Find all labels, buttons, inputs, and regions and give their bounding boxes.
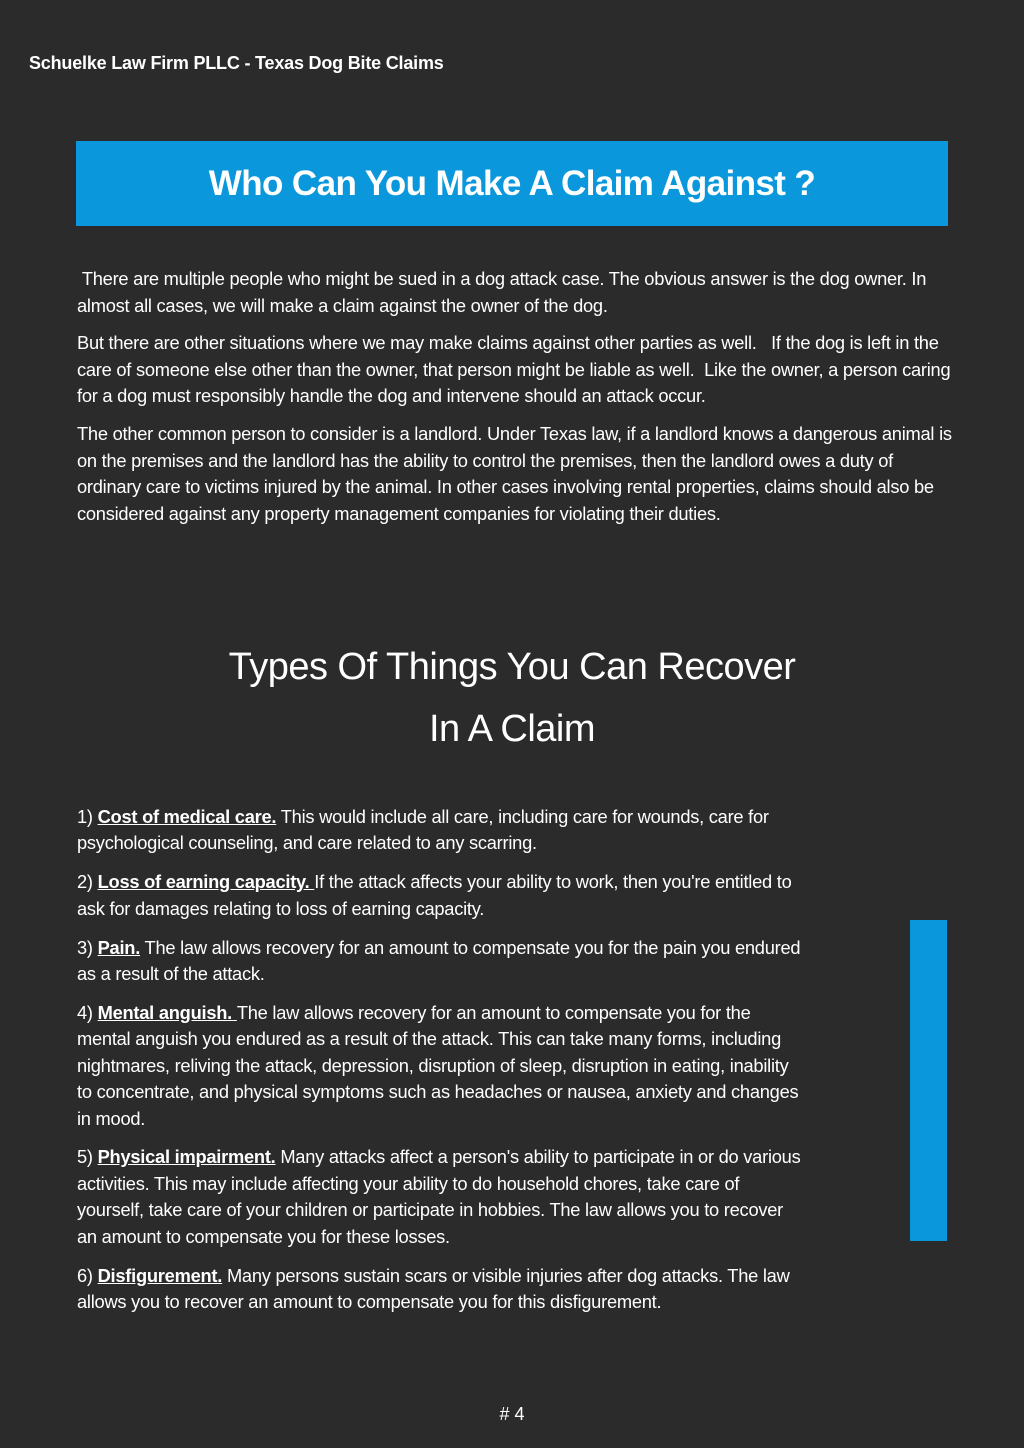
item-text: If the attack affects your ability to work, then you're entitled to ask for damages relating to loss of earning capacity. [77,871,792,919]
section-title-line: In A Claim [428,708,596,750]
item-number: 4) [77,1001,93,1023]
list-item [77,1144,807,1250]
section-title-line: Types Of Things You Can Recover [228,646,796,688]
item-term: Disfigurement. [97,1264,223,1286]
document-header-title: Schuelke Law Firm PLLC - Texas Dog Bite Claims [29,53,444,73]
intro-text [77,266,955,538]
item-term: Loss of earning capacity. [97,871,315,893]
section-banner [76,141,948,226]
list-item [77,804,807,857]
item-text: This would include all care, including care for wounds, care for psychological counseling, and care related to any scarring. [77,806,769,854]
item-number: 5) [77,1146,93,1168]
item-term: Physical impairment. [97,1146,276,1168]
decorative-accent-bar [910,920,947,1241]
item-number: 2) [77,871,93,893]
intro-paragraph: There are multiple people who might be sued in a dog attack case. The obvious answer is the dog owner. In almost all cases, we will make a claim against the owner of the dog. [77,268,932,316]
item-number: 3) [77,936,93,958]
page-number: # 4 [499,1404,525,1424]
intro-paragraph: But there are other situations where we may make claims against other parties as well. If the dog is left in the care of someone else other than the owner, that person might be liable as well. Like the owner, a person caring for a dog must responsibly handle the dog and intervene should an attack occur. [77,332,956,407]
list-item [77,935,807,988]
item-term: Cost of medical care. [97,806,277,827]
banner-heading: Who Can You Make A Claim Against ? [208,163,816,203]
item-text: Many attacks affect a person's ability to participate in or do various activities. This may include affecting your ability to do household chores, take care of yourself, take care of your children or participate in hobbies. The law allows you to recover an amount to compensate you for these losses. [77,1146,806,1247]
item-text: The law allows recovery for an amount to compensate you for the pain you endured as a result of the attack. [77,936,801,985]
intro-paragraph: The other common person to consider is a landlord. Under Texas law, if a landlord knows a dangerous animal is on the premises and the landlord has the ability to control the premises, then the landlord owes a duty of ordinary care to victims injured by the animal. In other cases involving rental properties, claims should also be considered against any property management companies for violating their duties. [77,422,952,524]
item-number: 6) [77,1264,93,1286]
list-item [77,1263,807,1316]
item-number: 1) [77,806,93,827]
recovery-list [77,804,807,1328]
list-item [77,1000,807,1132]
item-text: Many persons sustain scars or visible injuries after dog attacks. The law allows you to recover an amount to compensate you for this disfigurement. [77,1264,790,1312]
list-item [77,869,807,922]
section-title [0,636,1024,760]
item-text: The law allows recovery for an amount to compensate you for the mental anguish you endured as a result of the attack. This can take many forms, including nightmares, reliving the attack, depression, disruption of sleep, disruption in eating, inability to concentrate, and physical symptoms such as headaches or nausea, anxiety and changes in mood. [77,1001,799,1129]
item-term: Pain. [97,936,141,958]
item-term: Mental anguish. [97,1001,237,1023]
